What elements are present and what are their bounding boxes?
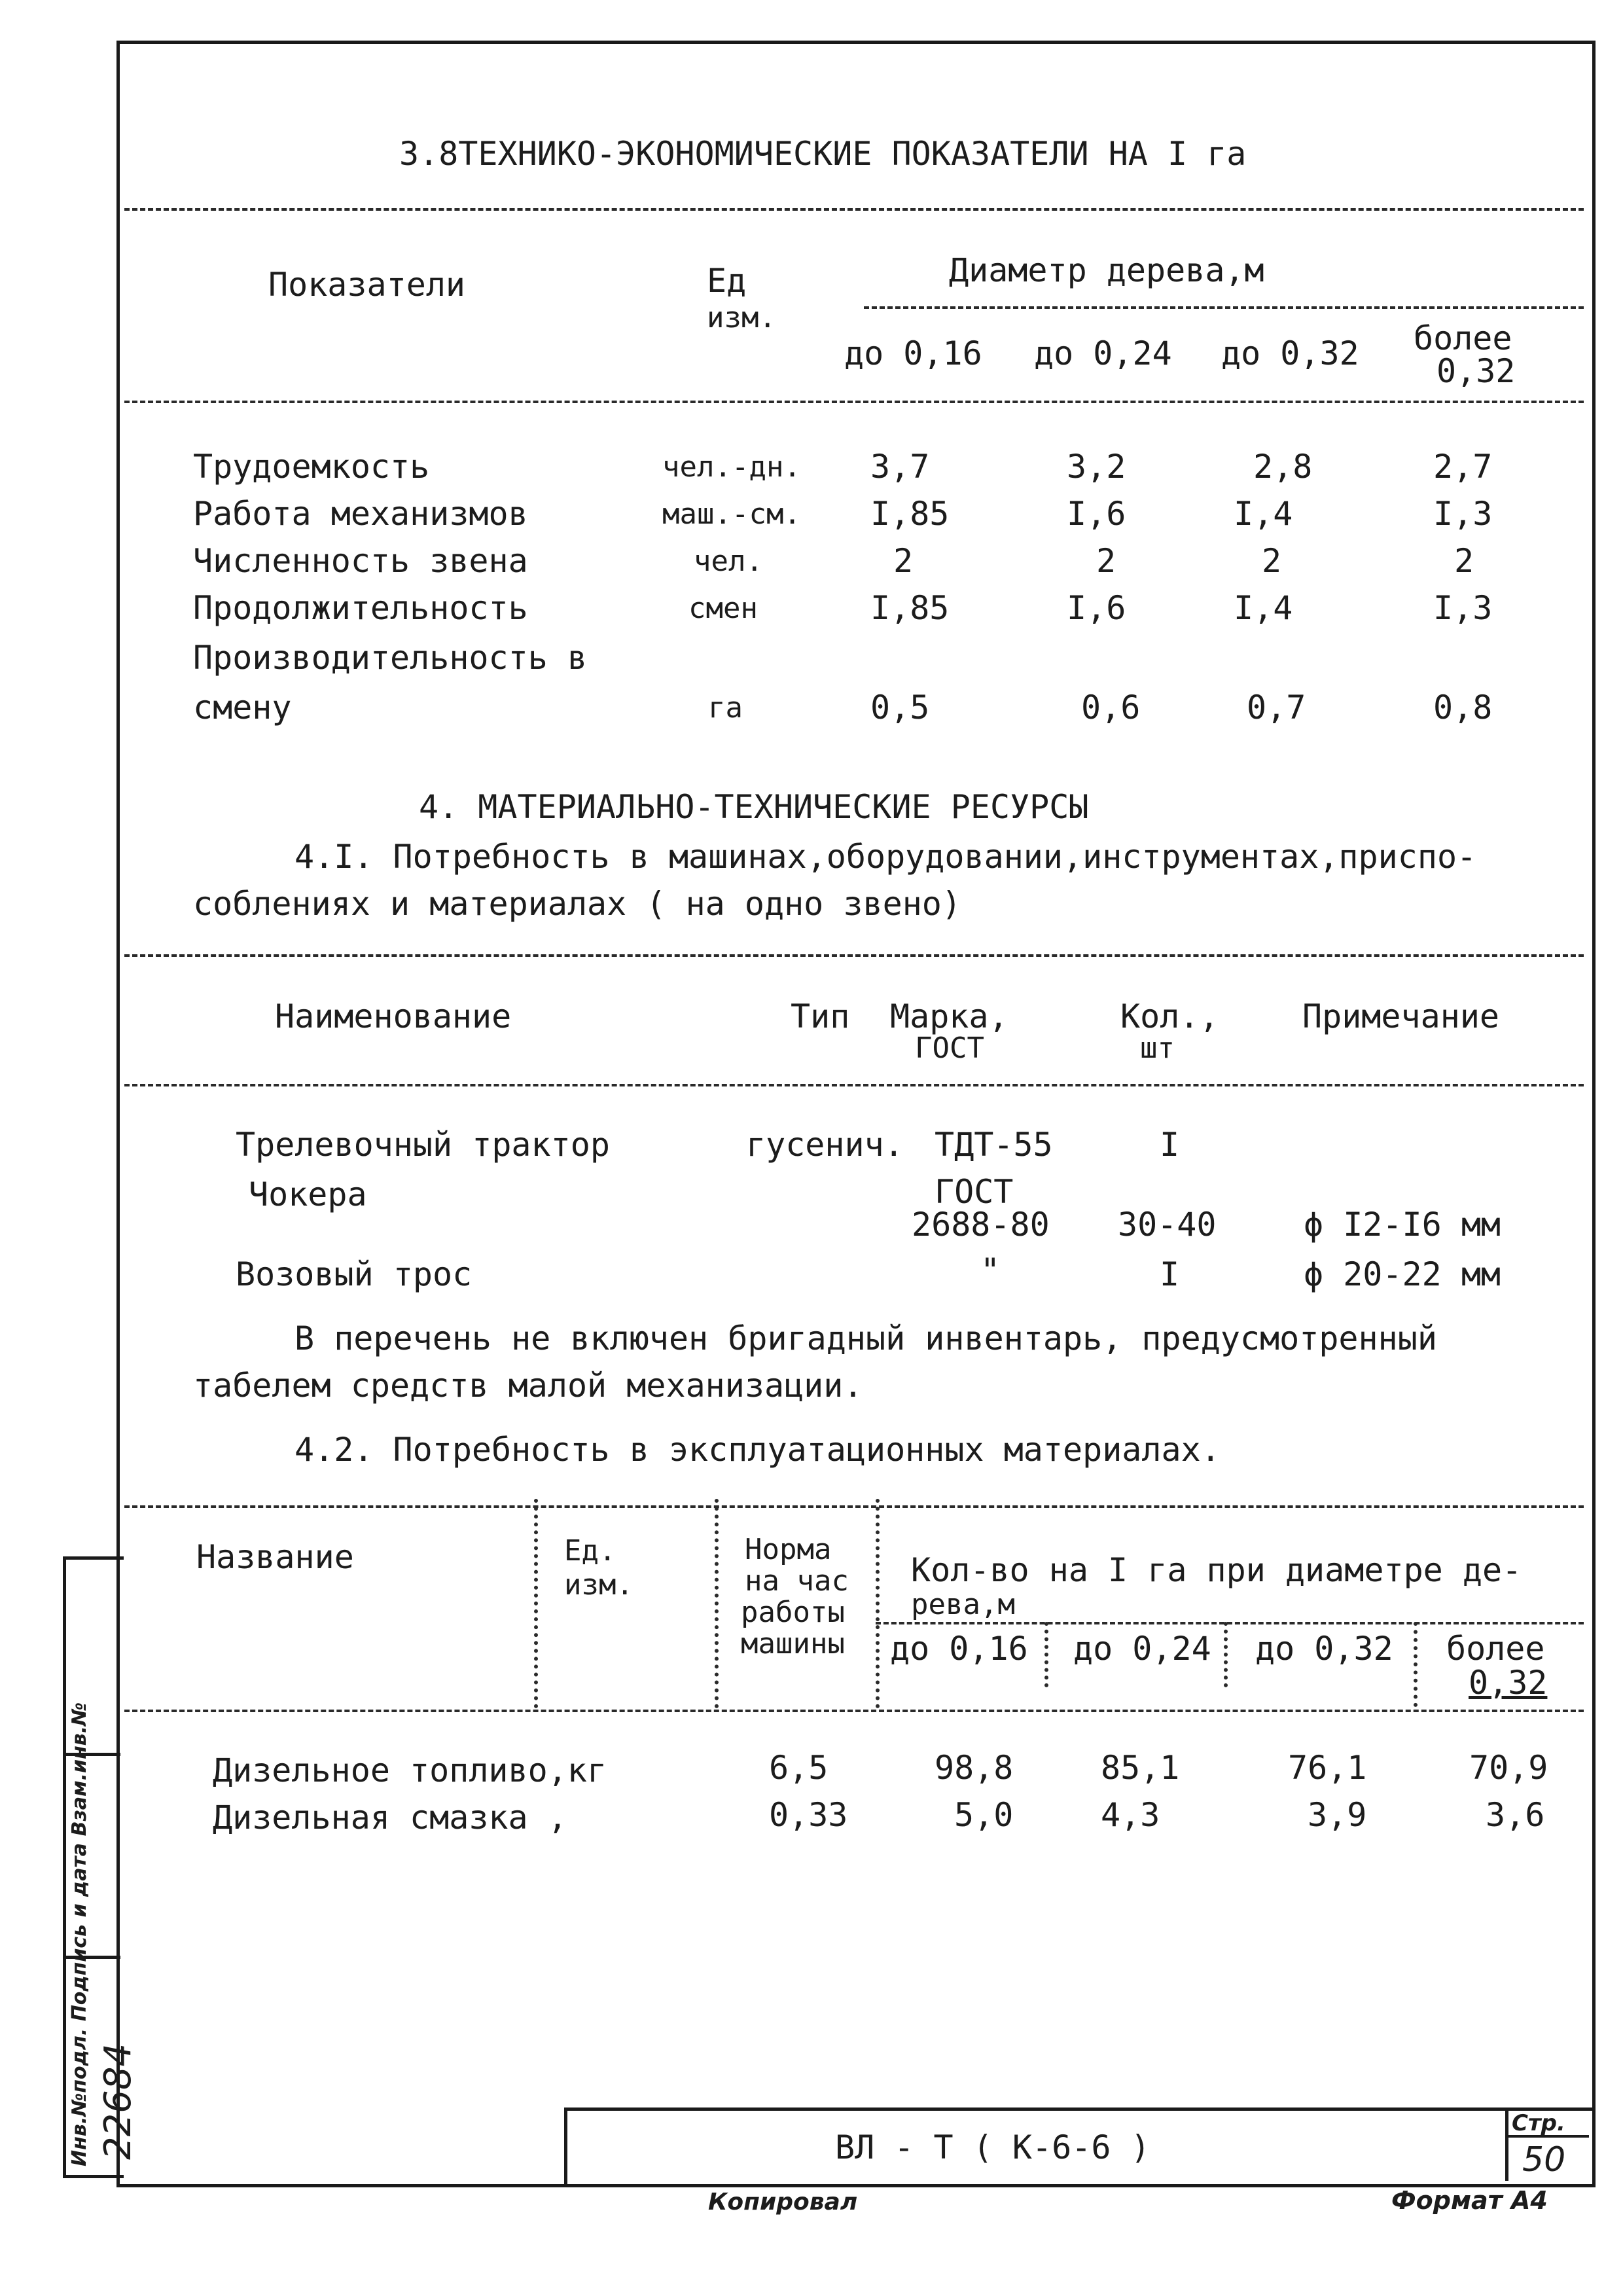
row-value: 2,8 (1253, 448, 1313, 486)
t2-col-header: до 0,24 (1073, 1630, 1211, 1668)
row-name: Трудоемкость (193, 448, 430, 486)
section3-title: 3.8ТЕХНИКО-ЭКОНОМИЧЕСКИЕ ПОКАЗАТЕЛИ НА I га (399, 135, 1247, 173)
t2-row-name: Дизельная смазка , (213, 1799, 567, 1837)
column-divider (715, 1499, 719, 1708)
t2-col-header: более (1446, 1630, 1545, 1668)
t1-row-name: Возовый трос (236, 1255, 473, 1293)
format-label: Формат А4 (1391, 2186, 1548, 2215)
t2-col-header: до 0,16 (890, 1630, 1028, 1668)
header-unit: изм. (707, 301, 776, 334)
t2-header-norm: работы (741, 1596, 845, 1629)
row-value: 2,7 (1433, 448, 1493, 486)
paragraph: табелем средств малой механизации. (193, 1367, 863, 1405)
row-unit: га (708, 691, 743, 725)
separator (124, 208, 1584, 211)
column-divider (1044, 1622, 1048, 1687)
t1-row-mark: ТДТ-55 (935, 1126, 1053, 1164)
col-header: до 0,24 (1034, 334, 1172, 372)
separator (124, 1084, 1584, 1086)
page-label: Стр. (1512, 2110, 1565, 2136)
row-unit: чел.-дн. (662, 450, 801, 484)
separator (124, 954, 1584, 957)
row-value: I,6 (1067, 495, 1126, 533)
section4-title: 4. МАТЕРИАЛЬНО-ТЕХНИЧЕСКИЕ РЕСУРСЫ (419, 788, 1089, 826)
t1-row-mark: " (980, 1251, 1001, 1289)
row-value: I,3 (1433, 495, 1493, 533)
t1-row-qty: I (1160, 1126, 1180, 1164)
t2-row-name: Дизельное топливо,кг (213, 1751, 607, 1789)
t2-row-value: 4,3 (1101, 1796, 1160, 1834)
separator (876, 1622, 1584, 1624)
separator (124, 1710, 1584, 1712)
t2-row-value: 98,8 (935, 1749, 1014, 1787)
row-value: I,6 (1067, 589, 1126, 627)
inventory-number: 22684 (97, 2043, 139, 2160)
header-unit: Ед (707, 262, 747, 300)
separator (864, 306, 1584, 309)
t2-header-unit: изм. (564, 1568, 633, 1602)
row-value: I,85 (870, 495, 950, 533)
row-value: 3,2 (1067, 448, 1126, 486)
row-value: 0,6 (1081, 689, 1141, 726)
row-value: I,4 (1234, 495, 1293, 533)
t2-row-value: 85,1 (1101, 1749, 1180, 1787)
t1-row-qty: I (1160, 1255, 1180, 1293)
copied-by: Копировал (708, 2189, 858, 2215)
section4-1-text: соблениях и материалах ( на одно звено) (193, 885, 961, 923)
t2-col-header: до 0,32 (1255, 1630, 1393, 1668)
row-value: 2 (1262, 542, 1282, 580)
t1-row-name: Трелевочный трактор (236, 1126, 610, 1164)
row-name: Численность звена (193, 542, 528, 580)
t1-header-note: Примечание (1302, 997, 1500, 1035)
t1-row-mark: ГОСТ (935, 1173, 1014, 1211)
col-header: 0,32 (1436, 352, 1516, 390)
row-value: 3,7 (870, 448, 930, 486)
row-value: I,85 (870, 589, 950, 627)
row-unit: чел. (694, 545, 763, 578)
row-unit: смен (688, 592, 758, 625)
column-divider (1414, 1622, 1418, 1707)
t2-row-value: 5,0 (954, 1796, 1014, 1834)
t1-header-mark: ГОСТ (915, 1031, 984, 1065)
header-indicators: Показатели (268, 266, 466, 304)
col-header: до 0,32 (1221, 334, 1359, 372)
t2-row-norm: 0,33 (769, 1796, 848, 1834)
stamp-divider (1505, 2108, 1508, 2181)
separator (124, 1505, 1584, 1508)
t1-row-name: Чокера (249, 1175, 367, 1213)
t1-header-qty: шт (1140, 1031, 1175, 1065)
separator (124, 401, 1584, 403)
t2-row-value: 70,9 (1469, 1749, 1548, 1787)
t1-header-type: Тип (791, 997, 850, 1035)
header-diameter: Диаметр дерева,м (949, 251, 1264, 289)
t1-row-type: гусенич. (746, 1126, 904, 1164)
row-name: Работа механизмов (193, 495, 528, 533)
row-name: Продолжительность (193, 589, 528, 627)
row-value: I,3 (1433, 589, 1493, 627)
row-unit: маш.-см. (662, 497, 801, 531)
page-number: 50 (1522, 2140, 1566, 2179)
t1-header-mark: Марка, (890, 997, 1008, 1035)
row-value: 0,5 (870, 689, 930, 726)
side-strip-label: Инв.№подл. Подпись и дата Взам.инв.№ (68, 1702, 91, 2166)
col-header: более (1414, 319, 1512, 357)
t2-header-qty: рева,м (911, 1588, 1015, 1621)
col-header: до 0,16 (844, 334, 982, 372)
t1-row-mark: 2688-80 (912, 1206, 1050, 1244)
t2-col-header: 0,32 (1469, 1664, 1548, 1702)
t2-header-norm: Норма (745, 1533, 832, 1566)
t2-row-value: 3,6 (1486, 1796, 1545, 1834)
section4-1-text: 4.I. Потребность в машинах,оборудовании,инструментах,приспо- (294, 838, 1477, 876)
paragraph: В перечень не включен бригадный инвентарь, предусмотренный (294, 1319, 1437, 1357)
row-value: 2 (1096, 542, 1116, 580)
t2-header-norm: на час (745, 1564, 849, 1598)
row-value: 0,8 (1433, 689, 1493, 726)
t2-row-value: 3,9 (1308, 1796, 1367, 1834)
t2-header-name: Название (196, 1538, 354, 1576)
t1-row-qty: 30-40 (1118, 1206, 1217, 1244)
column-divider (534, 1499, 538, 1708)
t2-header-norm: машины (741, 1627, 845, 1660)
column-divider (876, 1499, 880, 1708)
row-value: 2 (1454, 542, 1474, 580)
t2-header-qty: Кол-во на I га при диаметре де- (911, 1551, 1522, 1589)
row-value: I,4 (1234, 589, 1293, 627)
t1-row-note: ϕ 20-22 мм (1304, 1255, 1501, 1293)
t2-header-unit: Ед. (564, 1534, 616, 1568)
t2-row-value: 76,1 (1288, 1749, 1367, 1787)
row-value: 2 (893, 542, 914, 580)
t1-row-note: ϕ I2-I6 мм (1304, 1206, 1501, 1244)
document-code: ВЛ - Т ( К-6-6 ) (835, 2128, 1150, 2166)
t1-header-qty: Кол., (1120, 997, 1219, 1035)
section4-2-title: 4.2. Потребность в эксплуатационных материалах. (294, 1431, 1221, 1469)
column-divider (1224, 1622, 1228, 1687)
t2-row-norm: 6,5 (769, 1749, 829, 1787)
row-name: Производительность в (193, 639, 588, 677)
row-name: смену (193, 689, 292, 726)
row-value: 0,7 (1247, 689, 1306, 726)
t1-header-name: Наименование (275, 997, 512, 1035)
